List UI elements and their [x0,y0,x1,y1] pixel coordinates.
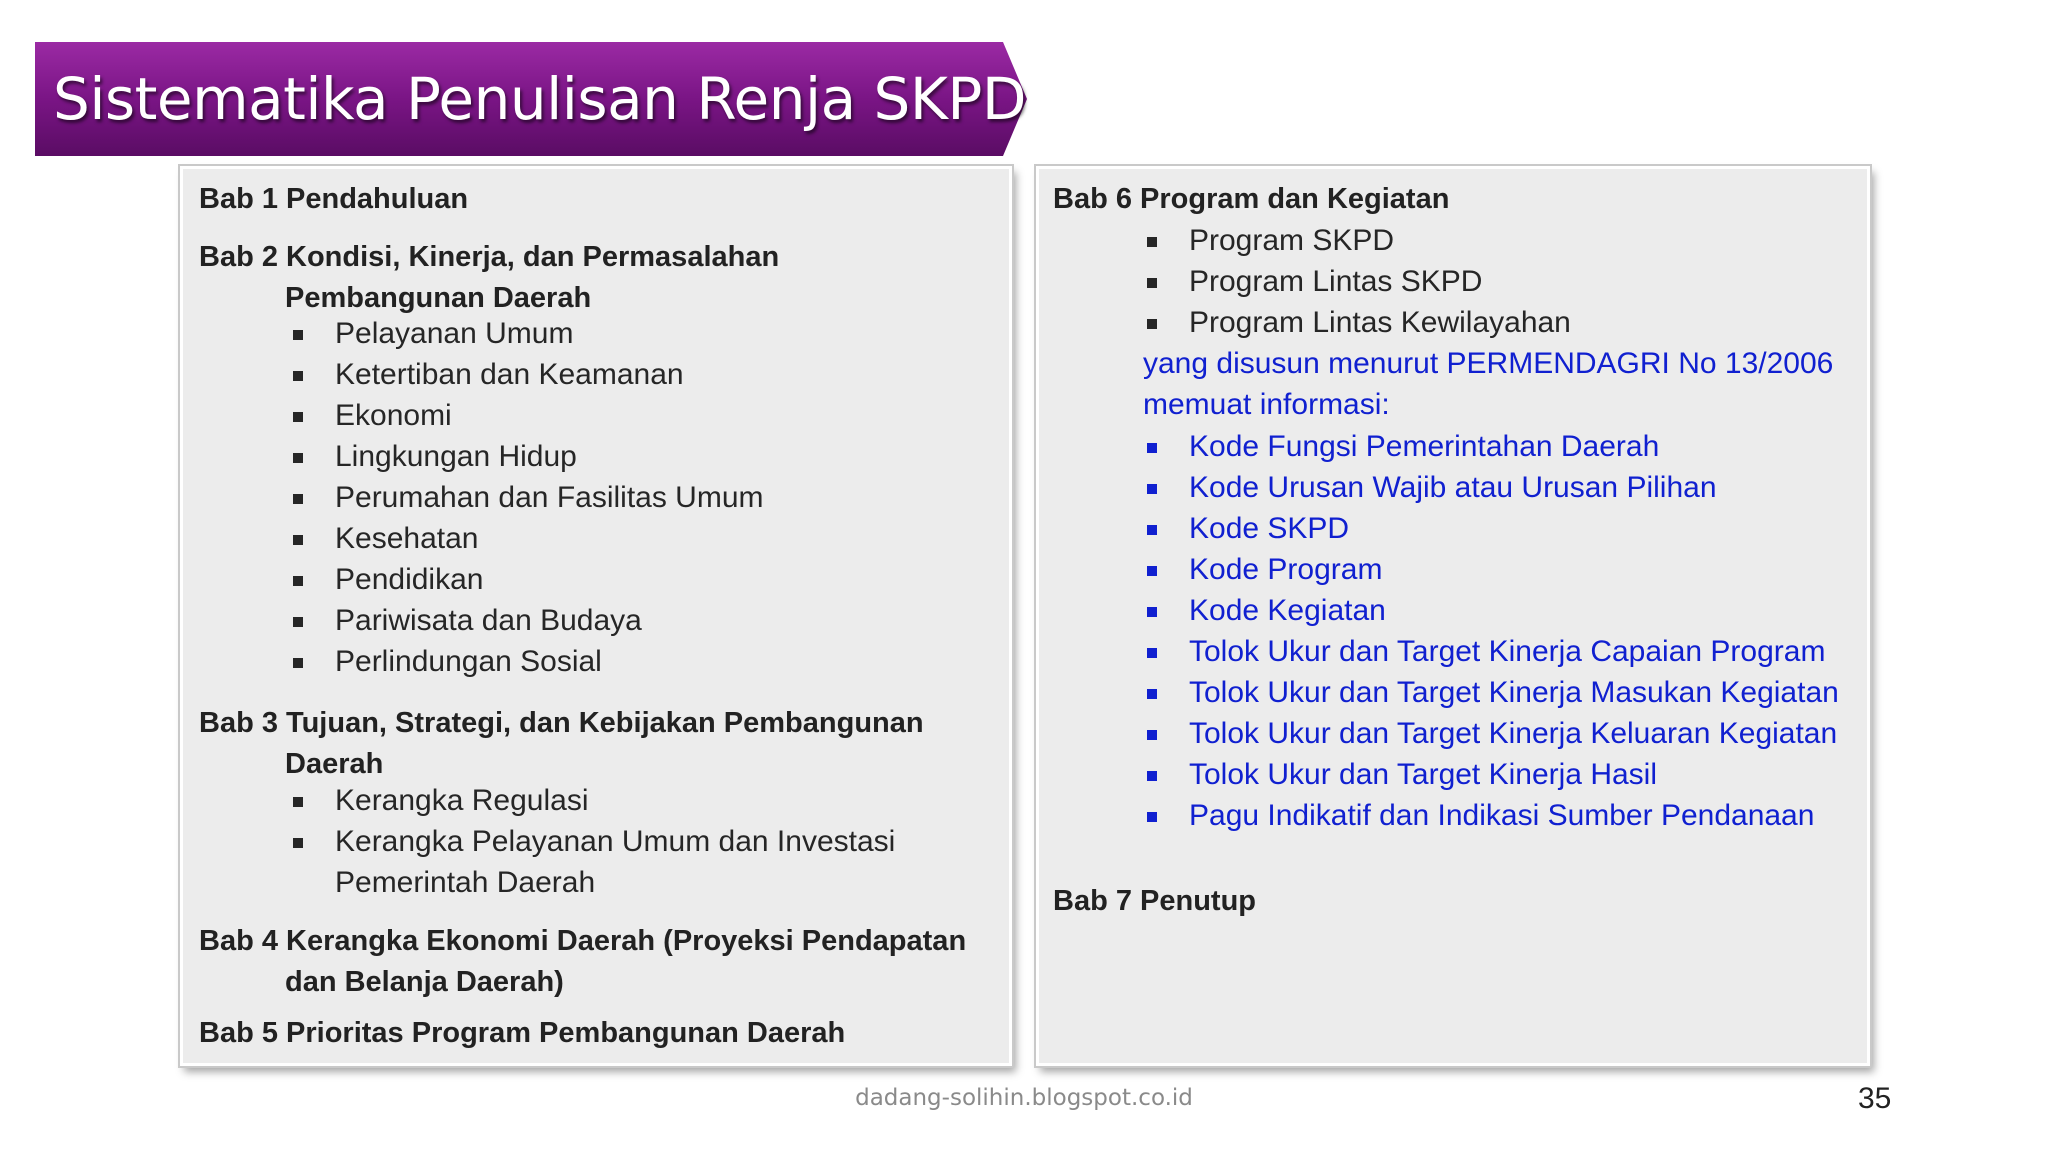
list-item: Perumahan dan Fasilitas Umum [335,481,764,515]
list-item: Pariwisata dan Budaya [335,604,642,638]
bullet-icon [293,658,303,668]
bab5-heading: Bab 5 Prioritas Program Pembangunan Daerah [199,1017,846,1049]
bullet-icon [1147,730,1157,740]
info-list-item: Kode Program [1189,553,1382,587]
bab1-heading: Bab 1 Pendahuluan [199,183,469,215]
bullet-icon [1147,607,1157,617]
info-list-item: Kode Fungsi Pemerintahan Daerah [1189,430,1659,464]
bullet-icon [1147,484,1157,494]
bab3-heading-line1: Bab 3 Tujuan, Strategi, dan Kebijakan Pembangunan [199,707,924,739]
title-banner [35,42,1027,156]
bullet-icon [293,617,303,627]
list-item: Ekonomi [335,399,452,433]
info-list-item: Pagu Indikatif dan Indikasi Sumber Pendanaan [1189,799,1814,833]
left-content-box [180,166,1012,1066]
bullet-icon [1147,648,1157,658]
bullet-icon [293,412,303,422]
list-item: Pelayanan Umum [335,317,573,351]
list-item: Kerangka Pelayanan Umum dan Investasi [335,825,895,859]
page-title: Sistematika Penulisan Renja SKPD [53,65,1027,133]
bab2-heading-line1: Bab 2 Kondisi, Kinerja, dan Permasalahan [199,241,780,273]
bullet-icon [1147,566,1157,576]
list-item: Program SKPD [1189,224,1394,258]
note-line1: yang disusun menurut PERMENDAGRI No 13/2006 [1143,347,1834,380]
bab4-heading [199,921,966,1003]
bullet-icon [293,797,303,807]
bab2-heading [199,237,779,319]
bullet-icon [1147,689,1157,699]
list-item: Ketertiban dan Keamanan [335,358,684,392]
bab3-heading [199,703,924,785]
bab4-heading-line1: Bab 4 Kerangka Ekonomi Daerah (Proyeksi Pendapatan [199,925,967,957]
bullet-icon [293,494,303,504]
footer-source: dadang-solihin.blogspot.co.id [855,1085,1193,1111]
list-item: Kesehatan [335,522,478,556]
list-item: Pendidikan [335,563,483,597]
info-list-item: Kode Urusan Wajib atau Urusan Pilihan [1189,471,1717,505]
bullet-icon [1147,278,1157,288]
bullet-icon [1147,319,1157,329]
bullet-icon [1147,812,1157,822]
bullet-icon [1147,443,1157,453]
bullet-icon [293,576,303,586]
note-line2: memuat informasi: [1143,388,1390,421]
list-item: Perlindungan Sosial [335,645,602,679]
bullet-icon [1147,525,1157,535]
list-item: Program Lintas SKPD [1189,265,1482,299]
bullet-icon [1147,771,1157,781]
info-list-item: Kode Kegiatan [1189,594,1386,628]
bullet-icon [293,535,303,545]
bullet-icon [293,330,303,340]
bullet-icon [293,453,303,463]
info-list-item: Kode SKPD [1189,512,1349,546]
bullet-icon [293,371,303,381]
bab3-heading-line2: Daerah [285,748,384,780]
bab6-heading: Bab 6 Program dan Kegiatan [1053,183,1450,215]
permendagri-note [1143,343,1833,425]
info-list-item: Tolok Ukur dan Target Kinerja Masukan Kegiatan [1189,676,1839,710]
page-number: 35 [1858,1082,1892,1115]
info-list-item: Tolok Ukur dan Target Kinerja Capaian Program [1189,635,1825,669]
bab4-heading-line2: dan Belanja Daerah) [285,966,564,998]
bullet-icon [293,838,303,848]
bab2-heading-line2: Pembangunan Daerah [285,282,592,314]
bullet-icon [1147,237,1157,247]
list-item: Lingkungan Hidup [335,440,577,474]
list-item: Kerangka Regulasi [335,784,589,818]
list-item: Program Lintas Kewilayahan [1189,306,1571,340]
list-item-continuation: Pemerintah Daerah [335,866,596,899]
bab7-heading: Bab 7 Penutup [1053,885,1257,917]
right-content-box [1036,166,1870,1066]
info-list-item: Tolok Ukur dan Target Kinerja Keluaran Kegiatan [1189,717,1837,751]
info-list-item: Tolok Ukur dan Target Kinerja Hasil [1189,758,1657,792]
